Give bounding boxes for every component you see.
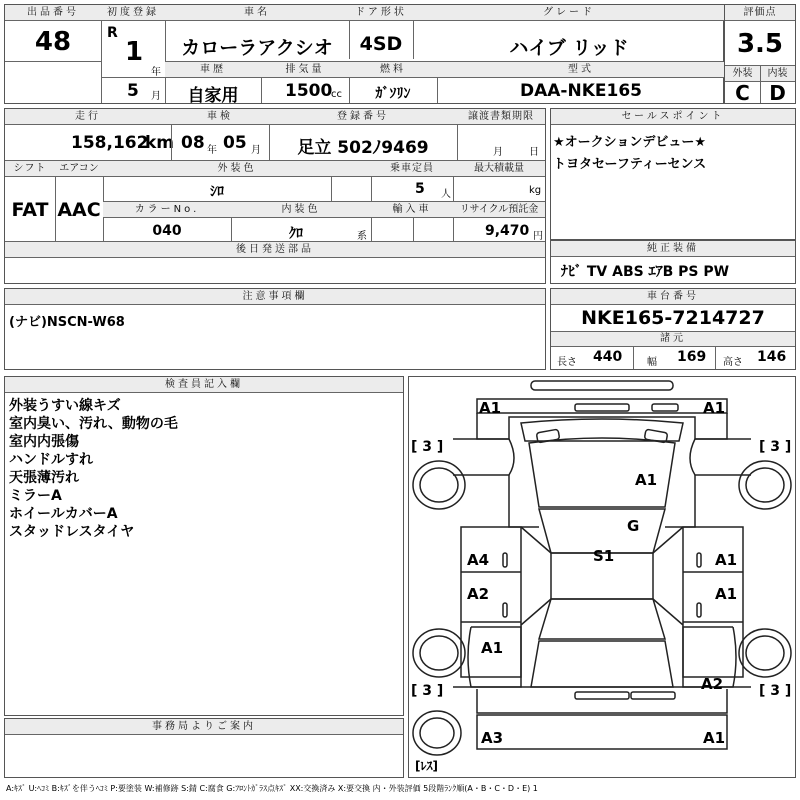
model-label: 型式 — [437, 62, 725, 78]
shift: FAT — [11, 199, 49, 221]
recycle-unit: 円 — [533, 231, 543, 242]
fuel: ｶﾞｿﾘﾝ — [375, 86, 411, 102]
year-unit: 年 — [151, 67, 161, 78]
interior-color-unit: 系 — [357, 231, 367, 242]
door-type: 4SD — [359, 33, 403, 55]
recycle: 9,470 — [485, 223, 530, 239]
month-unit: 月 — [151, 91, 161, 102]
interior-grade-label: 内装 — [760, 66, 795, 82]
header-block — [4, 4, 724, 104]
fuel-label: 燃料 — [349, 62, 437, 78]
history-label: 車歴 — [165, 62, 261, 78]
mark-front-right: A1 — [703, 399, 726, 417]
equipment-list: ﾅﾋﾞ TV ABS ｴｱB PS PW — [561, 264, 730, 280]
inspector-line-3: 室内内張傷 — [9, 434, 79, 450]
details-block — [4, 108, 546, 284]
chassis-label: 車台番号 — [551, 289, 795, 305]
sales-point-2: トヨタセーフティーセンス — [553, 157, 707, 172]
score-block — [724, 4, 796, 104]
ac-label: エアコン — [55, 161, 103, 177]
era: R — [107, 25, 118, 41]
displacement: 1500 — [285, 81, 333, 101]
car-name: カローラアクシオ — [181, 37, 333, 59]
exterior-color: ｼﾛ — [210, 184, 224, 200]
inspector-line-5: 天張薄汚れ — [9, 470, 79, 486]
transfer-month-unit: 月 — [493, 147, 503, 158]
color-no-label: カラーNo. — [103, 202, 231, 218]
tire-rl: [ 3 ] — [411, 683, 444, 699]
shift-label: シフト — [5, 161, 55, 177]
width-label: 幅 — [647, 357, 657, 368]
notes-block — [4, 288, 546, 370]
mileage: 158,162 — [71, 133, 149, 153]
chassis-block — [550, 288, 796, 370]
car-name-label: 車名 — [165, 5, 349, 21]
lot-number: 48 — [34, 27, 72, 57]
inspector-block — [4, 376, 404, 716]
inspector-line-1: 外装うすい線キズ — [9, 398, 121, 414]
tire-fr: [ 3 ] — [759, 439, 792, 455]
inspector-line-6: ミラーA — [9, 488, 62, 504]
spec-label: 諸元 — [551, 332, 795, 347]
mileage-label: 走行 — [5, 109, 171, 125]
model: DAA-NKE165 — [520, 81, 642, 101]
capacity: 5 — [415, 181, 425, 197]
inspector-line-2: 室内臭い、汚れ、動物の毛 — [9, 416, 178, 432]
height-label: 高さ — [723, 357, 743, 368]
registration-label: 登録番号 — [269, 109, 457, 125]
equipment-block — [550, 240, 796, 284]
grade: ハイブ リッド — [509, 37, 629, 59]
lot-label: 出品番号 — [5, 5, 101, 21]
mark-rear-fender-right: A2 — [701, 675, 724, 693]
mark-rear-left: A3 — [481, 729, 504, 747]
mark-hood: A1 — [635, 471, 658, 489]
notes-label: 注意事項欄 — [5, 289, 545, 305]
mark-rear-door-right: A1 — [715, 585, 738, 603]
inspection-month-unit: 月 — [251, 145, 261, 156]
ac: AAC — [57, 199, 101, 221]
car-outline — [409, 377, 795, 777]
color-no: 040 — [152, 223, 182, 239]
sales-points-block — [550, 108, 796, 240]
length-label: 長さ — [557, 357, 577, 368]
interior-grade: D — [769, 81, 786, 105]
score: 3.5 — [736, 29, 784, 59]
registration: 足立 502ﾉ9469 — [297, 138, 429, 158]
displacement-label: 排気量 — [261, 62, 349, 78]
sales-point-1: ★オークションデビュー★ — [553, 135, 707, 150]
interior-color: ｸﾛ — [289, 226, 303, 242]
inspector-line-4: ハンドルすれ — [9, 452, 93, 468]
reg-month: 5 — [127, 81, 139, 101]
transfer-label: 譲渡書類期限 — [457, 109, 545, 125]
chassis-number: NKE165-7214727 — [581, 307, 765, 329]
grade-label: グレード — [413, 5, 725, 21]
mileage-unit: km — [145, 133, 175, 153]
exterior-grade: C — [735, 81, 750, 105]
exterior-color-label: 外装色 — [103, 161, 371, 177]
office-label: 事務局よりご案内 — [5, 719, 403, 735]
mark-front-door-left: A4 — [467, 551, 490, 569]
mark-rear-door-left: A2 — [467, 585, 490, 603]
interior-color-label: 内装色 — [231, 202, 371, 218]
mark-front-door-right: A1 — [715, 551, 738, 569]
reg-year: 1 — [125, 37, 144, 67]
exterior-grade-label: 外装 — [725, 66, 760, 82]
legend: A:ｷｽﾞ U:ﾍｺﾐ B:ｷｽﾞを伴うﾍｺﾐ P:要塗装 W:補修跡 S:錆 C:腐食 G:ﾌﾛﾝﾄｶﾞﾗｽ点ｷｽﾞ XX:交換済み X:要交換 内・外装評価 5段階ﾗﾝｸ順(A・B・C・D・E) 1 — [6, 784, 538, 793]
width: 169 — [677, 349, 707, 365]
length: 440 — [593, 349, 623, 365]
inspection-year: 08 — [181, 133, 205, 153]
score-label: 評価点 — [725, 5, 795, 21]
max-load-unit: kg — [529, 185, 542, 196]
displacement-unit: cc — [331, 89, 342, 100]
first-reg-label: 初度登録 — [101, 5, 165, 21]
transfer-day-unit: 日 — [529, 147, 539, 158]
recycle-label: リサイクル預託金 — [453, 202, 545, 218]
import-label: 輸入車 — [371, 202, 453, 218]
later-parts-label: 後日発送部品 — [5, 242, 545, 258]
tire-fl: [ 3 ] — [411, 439, 444, 455]
equipment-label: 純正装備 — [551, 241, 795, 257]
inspection-month: 05 — [223, 133, 247, 153]
car-diagram — [408, 376, 796, 778]
sales-points-label: セールスポイント — [551, 109, 795, 125]
capacity-label: 乗車定員 — [371, 161, 453, 177]
max-load-label: 最大積載量 — [453, 161, 545, 177]
inspector-line-8: スタッドレスタイヤ — [9, 524, 135, 540]
history: 自家用 — [187, 86, 239, 106]
tire-rr: [ 3 ] — [759, 683, 792, 699]
inspector-line-7: ホイールカバーA — [9, 506, 118, 522]
door-label: ドア形状 — [349, 5, 413, 21]
mark-front-left: A1 — [479, 399, 502, 417]
office-block — [4, 718, 404, 778]
height: 146 — [757, 349, 787, 365]
mark-roof: S1 — [593, 547, 615, 565]
notes-text: (ナビ)NSCN-W68 — [9, 315, 125, 330]
spare-tire: [ﾚｽ] — [415, 759, 438, 773]
mark-rear-right: A1 — [703, 729, 726, 747]
inspector-label: 検査員記入欄 — [5, 377, 403, 393]
inspection-label: 車検 — [171, 109, 269, 125]
mark-windshield: G — [627, 517, 640, 535]
capacity-unit: 人 — [441, 189, 451, 200]
mark-rear-fender-left: A1 — [481, 639, 504, 657]
inspection-year-unit: 年 — [207, 145, 217, 156]
